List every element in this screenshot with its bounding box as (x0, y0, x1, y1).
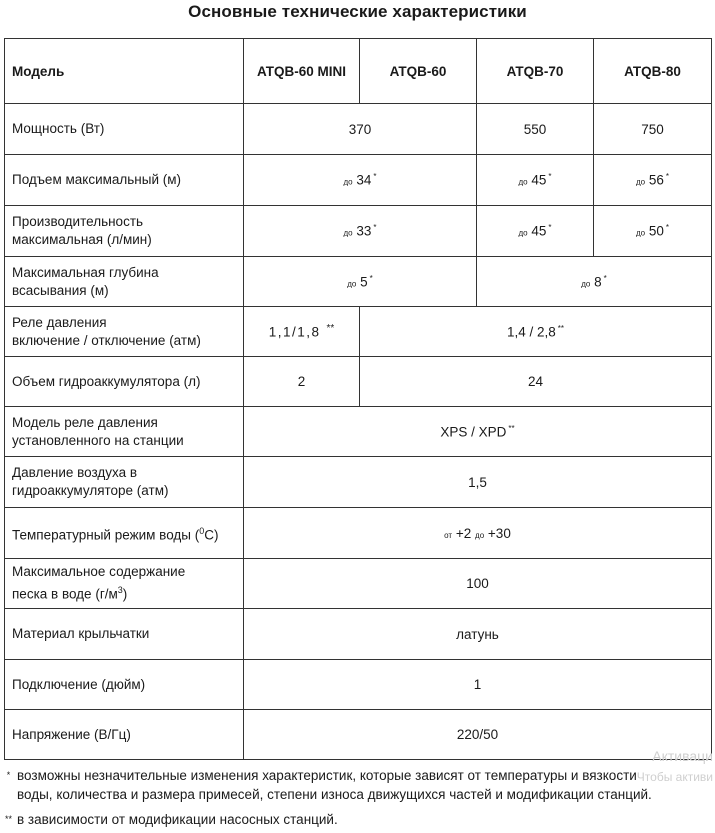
row-label: Напряжение (В/Гц) (5, 710, 244, 760)
head-value-80 (594, 155, 712, 206)
footnote-mark: * (369, 273, 373, 283)
power-value-80: 750 (594, 104, 712, 155)
degree-mark: 0 (199, 525, 205, 536)
value: 8 (594, 274, 602, 290)
table-row-air (5, 457, 712, 508)
row-label: Подъем максимальный (м) (5, 155, 244, 206)
label-line: гидроаккумуляторе (атм) (12, 483, 169, 498)
relay-value-mini (244, 307, 360, 357)
header-model-label: Модель (5, 39, 244, 104)
power-value-70: 550 (477, 104, 594, 155)
prefix: до (518, 228, 528, 238)
value: 1,1/1,8 (268, 324, 321, 340)
air-value: 1,5 (244, 457, 712, 508)
value: 1,4 / 2,8 (506, 324, 556, 340)
row-label: Объем гидроаккумулятора (л) (5, 357, 244, 407)
sand-value: 100 (244, 559, 712, 609)
footnote-mark: ** (557, 323, 565, 333)
footnote-text: в зависимости от модификации насосных станций. (17, 812, 338, 827)
watermark-line: Активаци (652, 748, 713, 764)
head-value-70 (477, 155, 594, 206)
impeller-value: латунь (244, 609, 712, 660)
table-row-voltage (5, 710, 712, 760)
flow-value-60 (244, 206, 477, 257)
temp-value (244, 508, 712, 559)
row-label: Подключение (дюйм) (5, 660, 244, 710)
value: 45 (531, 172, 547, 188)
prefix: от (444, 530, 453, 540)
label-part: Температурный режим воды ( (12, 527, 200, 543)
row-label (5, 257, 244, 307)
label-part: песка в воде (г/м (12, 586, 118, 602)
row-label (5, 307, 244, 357)
value: 5 (360, 274, 368, 290)
footnote-mark: ** (508, 423, 515, 433)
row-label (5, 559, 244, 609)
value-to: +30 (487, 525, 511, 541)
footnote-mark: * (548, 172, 552, 182)
header-model-4: ATQB-80 (594, 39, 712, 104)
label-line: Максимальная глубина (12, 264, 159, 280)
value: 50 (648, 223, 664, 239)
row-label (5, 206, 244, 257)
footnote-1 (0, 766, 652, 804)
header-model-2: ATQB-60 (360, 39, 477, 104)
watermark-line: Чтобы активи (636, 770, 713, 784)
prefix: до (347, 279, 357, 289)
table-row-flow (5, 206, 712, 257)
table-header-row (5, 39, 712, 104)
cube-mark: 3 (117, 585, 123, 596)
table-row-suction (5, 257, 712, 307)
table-row-relay (5, 307, 712, 357)
footnote-mark: ** (326, 323, 335, 335)
table-row-relay-model (5, 407, 712, 457)
row-label: Мощность (Вт) (5, 104, 244, 155)
relay-model-value (244, 407, 712, 457)
power-value-60: 370 (244, 104, 477, 155)
flow-value-70 (477, 206, 594, 257)
label-part: С) (204, 527, 219, 543)
header-model-3: ATQB-70 (477, 39, 594, 104)
value: 56 (648, 172, 664, 188)
prefix: до (518, 177, 528, 187)
footnote-mark: * (373, 172, 377, 182)
value: 33 (356, 223, 372, 239)
tank-value-others: 24 (360, 357, 712, 407)
label-line: Производительность (12, 214, 144, 229)
footnote-mark: ** (4, 814, 12, 824)
table-row-tank (5, 357, 712, 407)
footnote-text: воды, количества и размера примесей, степени износа движущихся частей и модификации станций. (17, 787, 652, 802)
label-line: Давление воздуха в (12, 465, 138, 480)
footnote-mark: * (548, 223, 552, 233)
prefix: до (343, 228, 353, 238)
value: 34 (356, 172, 372, 188)
table-row-temp (5, 508, 712, 559)
row-label (5, 457, 244, 508)
footnote-mark: * (6, 770, 11, 780)
value: XPS / XPD (440, 424, 507, 440)
head-value-60 (244, 155, 477, 206)
footnote-text: возможны незначительные изменения характеристик, которые зависят от температуры и вязкости (17, 768, 637, 783)
prefix: до (475, 530, 485, 540)
label-part: ) (122, 586, 128, 602)
header-model-1: ATQB-60 MINI (244, 39, 360, 104)
table-row-sand (5, 559, 712, 609)
spec-table (4, 38, 712, 760)
voltage-value: 220/50 (244, 710, 712, 760)
table-row-impeller (5, 609, 712, 660)
table-row-power (5, 104, 712, 155)
prefix: до (343, 177, 353, 187)
row-label (5, 407, 244, 457)
footnote-mark: * (603, 273, 607, 283)
label-line: максимальная (л/мин) (12, 232, 152, 247)
row-label (5, 508, 244, 559)
footnote-mark: * (665, 223, 670, 233)
label-line: Максимальное содержание (12, 564, 186, 580)
table-row-head (5, 155, 712, 206)
prefix: до (635, 177, 646, 187)
tank-value-mini: 2 (244, 357, 360, 407)
footnote-2 (0, 810, 338, 829)
footnote-mark: * (373, 223, 377, 233)
suction-value-70-80 (477, 257, 712, 307)
value-from: +2 (455, 525, 472, 541)
relay-value-others (360, 307, 712, 357)
flow-value-80 (594, 206, 712, 257)
prefix: до (581, 279, 591, 289)
label-line: всасывания (м) (12, 282, 109, 298)
label-line: включение / отключение (атм) (12, 332, 201, 348)
prefix: до (635, 228, 646, 238)
label-line: установленного на станции (12, 432, 184, 448)
connection-value: 1 (244, 660, 712, 710)
value: 45 (531, 223, 547, 239)
label-line: Реле давления (12, 314, 107, 330)
table-row-connection (5, 660, 712, 710)
page-title: Основные технические характеристики (188, 2, 527, 21)
label-line: Модель реле давления (12, 414, 158, 430)
suction-value-60 (244, 257, 477, 307)
footnote-mark: * (665, 172, 670, 182)
activation-watermark (637, 746, 713, 787)
row-label: Материал крыльчатки (5, 609, 244, 660)
